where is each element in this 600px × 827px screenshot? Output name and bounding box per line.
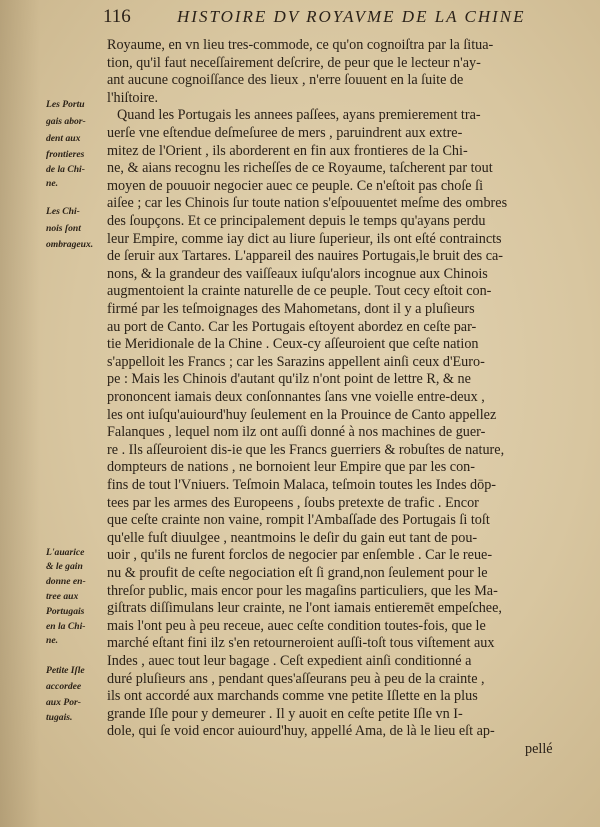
text-line: moyen de pouuoir negocier auec ce peuple. Ce n'eſtoit pas choſe ſi: [107, 177, 484, 194]
gutter-shadow: [0, 0, 40, 827]
text-line: uerſe vne eſtendue deſmeſuree de mers , paruindrent aux extre-: [107, 125, 463, 141]
margin-note-line: tree aux: [46, 591, 79, 602]
margin-note-line: L'auarice: [46, 547, 85, 558]
text-line: re . Ils aſſeuroient dis-ie que les Francs guerriers & robuſtes de nature,: [107, 441, 505, 458]
margin-note-line: nois ſont: [46, 223, 81, 234]
text-line: Quand les Portugais les annees paſſees, ayans premierement tra-: [117, 107, 481, 124]
text-line: nons, & la grandeur des vaiſſeaux iuſqu'alors incognue aux Chinois: [107, 265, 488, 282]
text-line: ne, & aians recognu les richeſſes de ce Royaume, taſcherent par tout: [107, 160, 493, 177]
running-title: HISTOIRE DV ROYAVME DE LA CHINE: [177, 7, 526, 26]
margin-note-line: frontieres: [46, 149, 85, 160]
text-line: nu & proufit de ceſte negociation eſt ſi grand,non ſeulement pour le: [107, 565, 488, 581]
text-line: l'hiſtoire.: [107, 89, 159, 106]
text-line: firmé par les teſmoignages des Mahometans, dont il y a pluſieurs: [107, 301, 475, 317]
text-line: leur Empire, comme iay dict au liure ſuperieur, ils ont eſté contraincts: [107, 230, 502, 247]
text-line: tion, qu'il faut neceſſairement deſcrire, de peur que le lecteur n'ay-: [107, 54, 481, 71]
text-line: uoir , qu'ils ne furent forclos de negocier par enſemble . Car le reue-: [107, 547, 493, 564]
margin-note-line: tugais.: [46, 712, 73, 723]
text-line: mais l'ont peu à peu receue, auec ceſte condition toutes-fois, que le: [107, 617, 486, 634]
page-header: [95, 6, 585, 28]
margin-note-line: ne.: [46, 635, 58, 646]
text-line: duré pluſieurs ans , pendant ques'aſſeurans peu à peu de la crainte ,: [107, 670, 485, 687]
margin-note-line: ne.: [46, 178, 58, 189]
text-line: au port de Canto. Car les Portugais eſtoyent abordez en ceſte par-: [107, 318, 477, 335]
text-line: qu'elle fuſt diuulgee , neantmoins le deſir du gain eut tant de pou-: [107, 529, 478, 546]
text-line: giſtrats diſſimulans leur crainte, ne l'ont iamais entieremēt empeſchee,: [107, 600, 502, 617]
text-line: fins de tout l'Vniuers. Teſmoin Malaca, teſmoin toutes les Indes dōp-: [107, 477, 497, 493]
text-line: de ſeruir aux Tartares. L'appareil des nauires Portugais,le bruit des ca-: [107, 248, 504, 265]
text-line: tees par les armes des Europeens , ſoubs pretexte de trafic . Encor: [107, 494, 479, 511]
margin-note-line: ombrageux.: [46, 239, 94, 250]
text-line: les ont iuſqu'auiourd'huy ſeulement en la Prouince de Canto appellez: [107, 406, 497, 423]
text-line: dole, qui ſe void encor auiourd'huy, appellé Ama, de là le lieu eſt ap-: [107, 723, 495, 740]
margin-note-line: donne en-: [46, 576, 86, 587]
text-line: threſor public, mais encor pour les magaſins particuliers, que les Ma-: [107, 582, 498, 599]
margin-note-line: de la Chi-: [46, 164, 85, 175]
text-line: Indes , auec tout leur bagage . Ceſt expedient ainſi conditionné a: [107, 653, 472, 669]
text-line: pe : Mais les Chinois d'autant qu'ilz n'ont point de lettre R, & ne: [107, 371, 471, 388]
margin-note-line: Portugais: [46, 606, 85, 617]
margin-note-line: accordee: [46, 681, 82, 692]
text-line: que ceſte crainte non vaine, rompit l'Ambaſſade des Portugais ſi toſt: [107, 512, 490, 529]
text-line: Royaume, en vn lieu tres-commode, ce qu'on cognoiſtra par la ſitua-: [107, 37, 494, 53]
margin-note-line: Petite Iſle: [46, 665, 85, 676]
margin-note-line: Les Portu: [46, 99, 85, 110]
text-line: tie Meridionale de la Chine . Ceux-cy aſſeuroient que ceſte nation: [107, 336, 479, 353]
text-line-catchword: pellé: [525, 741, 553, 757]
text-line: marché eſtant fini ilz s'en retourneroient auſſi-toſt tous viſtement aux: [107, 635, 495, 652]
text-line: ils ont accordé aux marchands comme vne petite Iſlette en la plus: [107, 688, 478, 705]
margin-note-line: gais abor-: [46, 116, 86, 127]
text-line: des ſoupçons. Et ce principalement depuis le temps qu'ayans perdu: [107, 213, 486, 229]
page-number: 116: [103, 6, 131, 27]
text-line: ant aucune cognoiſſance des lieux , n'erre ſouuent en la ſuite de: [107, 72, 464, 89]
text-line: mitez de l'Orient , ils aborderent en fin aux frontieres de la Chi-: [107, 142, 468, 159]
text-line: aiſee ; car les Chinois ſur toute nation s'eſpouuentet meſme des ombres: [107, 195, 508, 212]
margin-note-line: en la Chi-: [46, 621, 86, 632]
margin-note-line: Les Chi-: [46, 206, 80, 217]
margin-note-line: aux Por-: [46, 697, 81, 708]
text-line: Falanques , lequel nom ilz ont auſſi donné à nos machines de guer-: [107, 424, 486, 441]
margin-note-line: dent aux: [46, 133, 81, 144]
margin-note-line: & le gain: [46, 561, 83, 572]
text-line: s'appelloit les Francs ; car les Sarazins appellent ainſi ceux d'Euro-: [107, 353, 485, 370]
text-line: augmentoient la crainte naturelle de ce peuple. Tout cecy eſtoit con-: [107, 283, 492, 300]
text-line: dompteurs de nations , ne bornoient leur Empire que par les con-: [107, 459, 475, 476]
text-line: grande Iſle pour y demeurer . Il y auoit en ceſte petite Iſle vn I-: [107, 705, 463, 722]
text-line: prononcent iamais deux conſonnantes ſans vne voielle entre-deux ,: [107, 389, 485, 405]
